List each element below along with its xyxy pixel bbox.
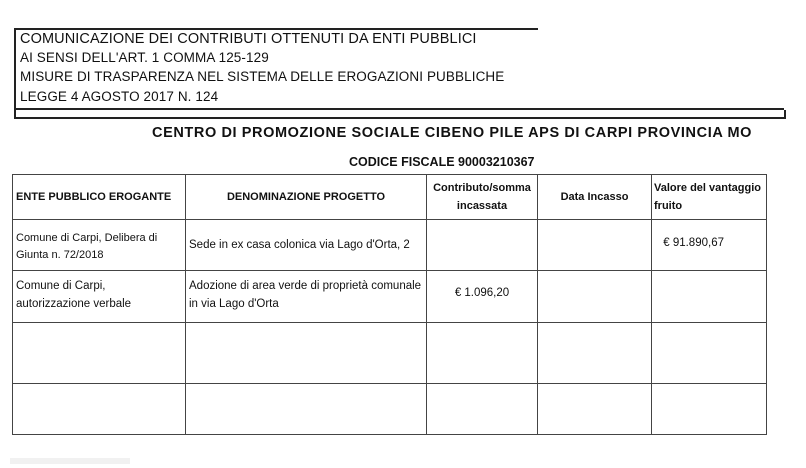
- cell-ente: Comune di Carpi, Delibera di Giunta n. 72/2018: [13, 220, 186, 271]
- table-row: [13, 323, 767, 384]
- header-box-right-border: [784, 110, 786, 118]
- column-header-progetto: DENOMINAZIONE PROGETTO: [186, 175, 427, 220]
- cell-ente: [13, 323, 186, 384]
- cell-valore: [652, 271, 767, 323]
- cell-progetto: [186, 384, 427, 435]
- cell-ente: Comune di Carpi, autorizzazione verbale: [13, 271, 186, 323]
- scan-artifact: [10, 458, 130, 464]
- column-header-data-incasso: Data Incasso: [538, 175, 652, 220]
- column-header-ente: ENTE PUBBLICO EROGANTE: [13, 175, 186, 220]
- column-header-contributo: Contributo/somma incassata: [427, 175, 538, 220]
- cell-data-incasso: [538, 323, 652, 384]
- cell-data-incasso: [538, 271, 652, 323]
- header-law-reference: AI SENSI DELL'ART. 1 COMMA 125-129: [20, 50, 269, 65]
- cell-data-incasso: [538, 220, 652, 271]
- header-box-bottom-border: [14, 108, 784, 110]
- cell-data-incasso: [538, 384, 652, 435]
- table-row: [13, 271, 767, 323]
- header-box-left-border: [14, 28, 16, 118]
- table-header-row: [13, 175, 767, 220]
- cell-progetto: Sede in ex casa colonica via Lago d'Orta, 2: [186, 220, 427, 271]
- cell-progetto: [186, 323, 427, 384]
- cell-contributo: [427, 384, 538, 435]
- table-row: [13, 384, 767, 435]
- contributions-table: [12, 174, 767, 435]
- cell-progetto: Adozione di area verde di proprietà comunale in via Lago d'Orta: [186, 271, 427, 323]
- header-box-double-border: [14, 117, 786, 119]
- cell-contributo: [427, 220, 538, 271]
- table-row: [13, 220, 767, 271]
- header-measures: MISURE DI TRASPARENZA NEL SISTEMA DELLE EROGAZIONI PUBBLICHE: [20, 69, 505, 84]
- header-box-top-border: [14, 28, 538, 30]
- cell-valore: [652, 323, 767, 384]
- codice-fiscale: CODICE FISCALE 90003210367: [349, 155, 535, 169]
- column-header-valore: Valore del vantaggio fruito: [652, 175, 767, 220]
- cell-valore: [652, 384, 767, 435]
- cell-contributo: [427, 323, 538, 384]
- cell-valore: € 91.890,67: [652, 220, 767, 271]
- header-law-date: LEGGE 4 AGOSTO 2017 N. 124: [20, 89, 219, 104]
- entity-name: CENTRO DI PROMOZIONE SOCIALE CIBENO PILE APS DI CARPI PROVINCIA MO: [152, 125, 753, 141]
- cell-contributo: € 1.096,20: [427, 271, 538, 323]
- cell-ente: [13, 384, 186, 435]
- header-title: COMUNICAZIONE DEI CONTRIBUTI OTTENUTI DA ENTI PUBBLICI: [20, 31, 477, 47]
